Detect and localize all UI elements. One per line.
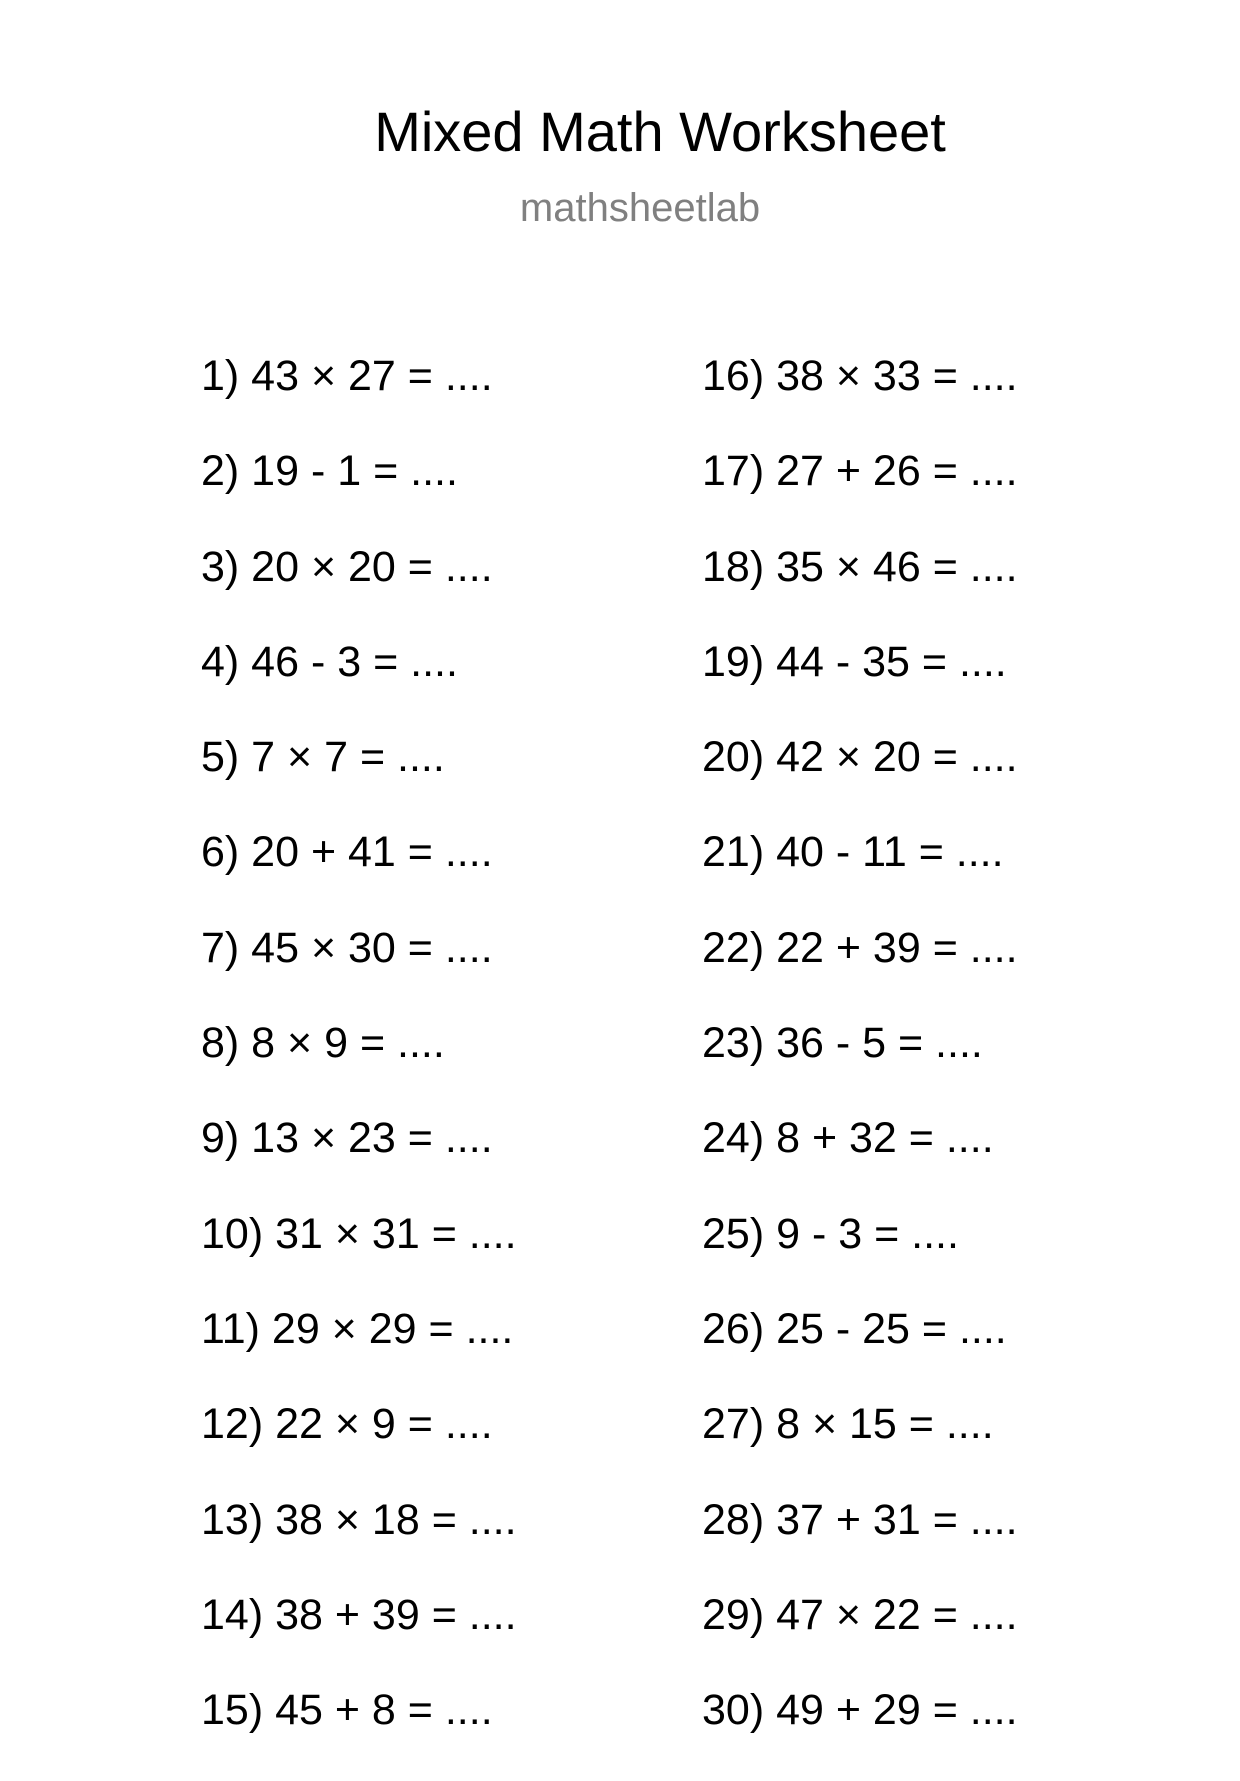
problem-item: 5) 7 × 7 = .... (201, 733, 445, 782)
problems-column-right (702, 352, 1018, 1781)
problem-item: 21) 40 - 11 = .... (702, 828, 1004, 877)
problem-item: 10) 31 × 31 = .... (201, 1209, 517, 1258)
problem-item: 18) 35 × 46 = .... (702, 542, 1018, 591)
problem-item: 30) 49 + 29 = .... (702, 1686, 1018, 1735)
problem-item: 6) 20 + 41 = .... (201, 828, 493, 877)
problem-item: 13) 38 × 18 = .... (201, 1495, 517, 1544)
problem-item: 26) 25 - 25 = .... (702, 1304, 1007, 1353)
problem-item: 11) 29 × 29 = .... (201, 1304, 514, 1353)
problem-item: 24) 8 + 32 = .... (702, 1114, 994, 1163)
problem-item: 29) 47 × 22 = .... (702, 1590, 1018, 1639)
problem-item: 1) 43 × 27 = .... (201, 352, 493, 400)
problem-item: 27) 8 × 15 = .... (702, 1400, 994, 1449)
brand-name: mathsheetlab (519, 186, 761, 230)
problem-item: 3) 20 × 20 = .... (201, 542, 493, 591)
problem-item: 7) 45 × 30 = .... (201, 923, 493, 972)
problem-item: 4) 46 - 3 = .... (201, 637, 458, 686)
problem-item: 9) 13 × 23 = .... (201, 1114, 493, 1163)
problem-item: 28) 37 + 31 = .... (702, 1495, 1018, 1544)
worksheet-title: Mixed Math Worksheet (374, 100, 946, 163)
problem-item: 8) 8 × 9 = .... (201, 1019, 445, 1068)
problem-item: 22) 22 + 39 = .... (702, 923, 1018, 972)
problem-item: 15) 45 + 8 = .... (201, 1686, 493, 1735)
problem-item: 19) 44 - 35 = .... (702, 637, 1007, 686)
problem-item: 2) 19 - 1 = .... (201, 447, 458, 496)
problem-item: 12) 22 × 9 = .... (201, 1400, 493, 1449)
problem-item: 17) 27 + 26 = .... (702, 447, 1018, 496)
problem-item: 23) 36 - 5 = .... (702, 1019, 983, 1068)
problems-column-left (201, 352, 517, 1781)
problem-item: 25) 9 - 3 = .... (702, 1209, 959, 1258)
problem-item: 20) 42 × 20 = .... (702, 733, 1018, 782)
problem-item: 14) 38 + 39 = .... (201, 1590, 517, 1639)
problem-item: 16) 38 × 33 = .... (702, 352, 1018, 400)
